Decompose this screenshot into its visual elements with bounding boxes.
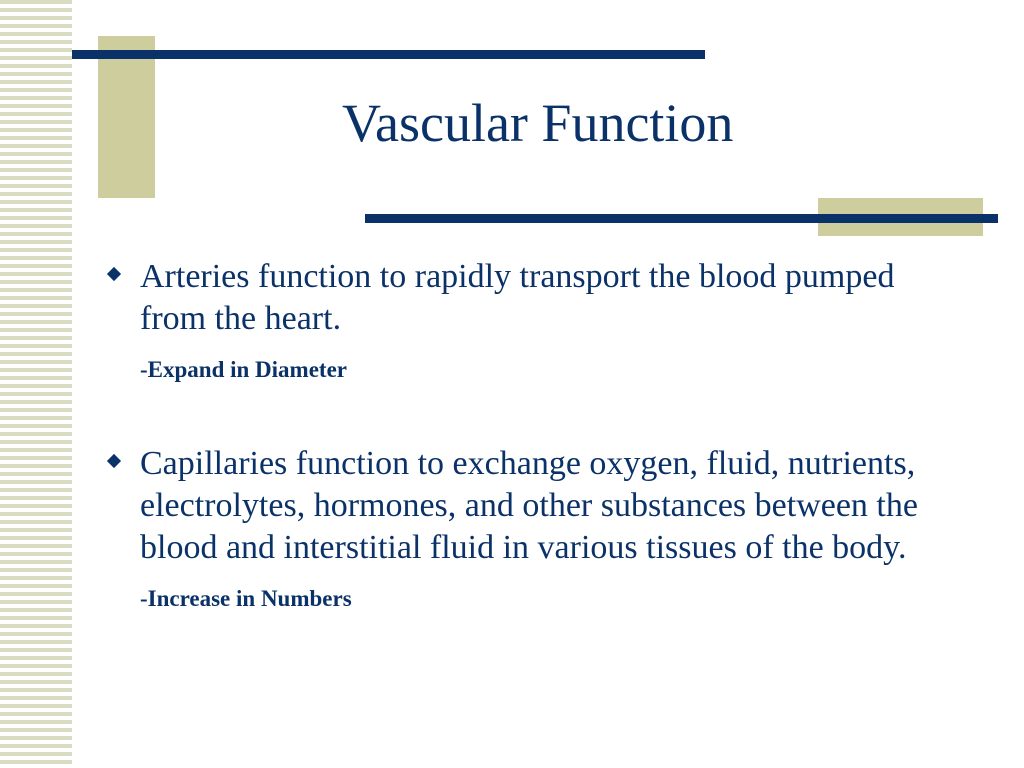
bullet-item-arteries: [100, 256, 960, 385]
diamond-bullet-icon: [107, 454, 121, 468]
slide-title: Vascular Function: [342, 93, 734, 153]
bullet-text: Arteries function to rapidly transport the blood pumped from the heart.: [140, 258, 895, 337]
bullet-note: -Increase in Numbers: [140, 586, 352, 611]
bullet-item-capillaries: [100, 443, 960, 614]
bullet-note: -Expand in Diameter: [140, 357, 347, 382]
bullet-text: Capillaries function to exchange oxygen, fluid, nutrients, electrolytes, hormones, and other substances between the blood and interstitial fluid in various tissues of the body.: [140, 445, 918, 566]
title-rule-top: [72, 50, 705, 59]
title-rule-bottom: [365, 214, 998, 223]
striped-side-band: [0, 0, 72, 768]
diamond-bullet-icon: [107, 267, 121, 281]
accent-block-left: [98, 36, 155, 198]
bullet-list: [100, 256, 960, 614]
